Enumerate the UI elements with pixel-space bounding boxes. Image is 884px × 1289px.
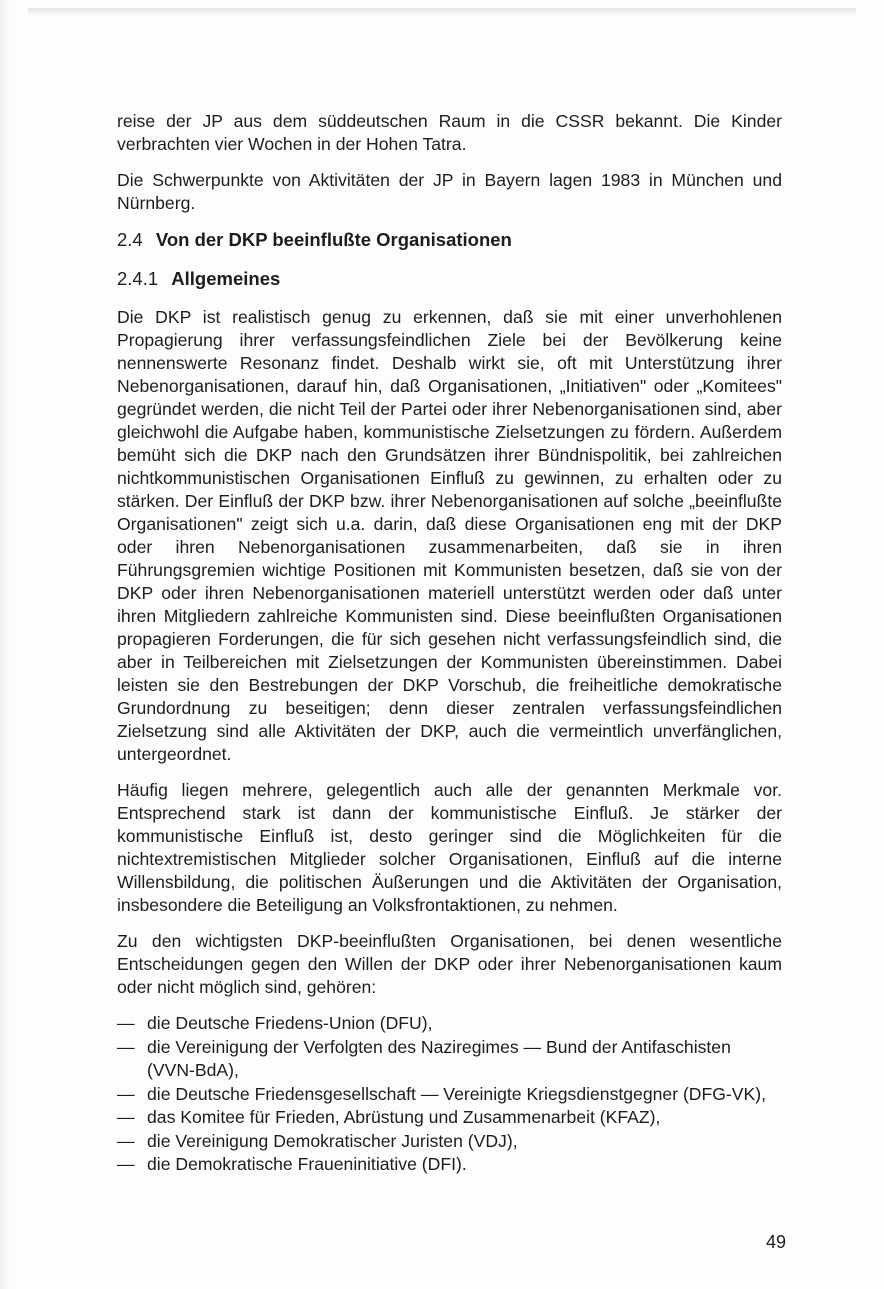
list-item [117, 1012, 782, 1036]
list-item-text: das Komitee für Frieden, Abrüstung und Zusammenarbeit (KFAZ), [147, 1107, 661, 1127]
list-item-text: die Deutsche Friedens-Union (DFU), [147, 1013, 433, 1033]
dash-bullet: — [117, 1036, 135, 1057]
dash-bullet: — [117, 1154, 135, 1174]
section-title: Von der DKP beeinflußte Organisationen [155, 229, 512, 250]
paragraph-intro-1: reise der JP aus dem süddeutschen Raum in die CSSR bekannt. Die Kinder verbrachten vier Wochen in der Hohen Tatra. [117, 111, 782, 154]
subsection-title: Allgemeines [171, 268, 281, 289]
paragraph-intro-2: Die Schwerpunkte von Aktivitäten der JP in Bayern lagen 1983 in München und Nürnberg. [117, 170, 782, 213]
list-item [117, 1106, 782, 1130]
subsection-heading [117, 267, 782, 291]
scan-top-edge [28, 8, 856, 16]
organisation-list [117, 1012, 782, 1177]
dash-bullet: — [117, 1130, 135, 1151]
dash-bullet: — [117, 1013, 135, 1033]
paragraph-body-2: Häufig liegen mehrere, gelegentlich auch alle der genannten Merkmale vor. Entsprechend stark ist dann der kommunistische Einfluß. Je stärker der kommunistische Einfluß ist, desto geringer sind die Möglichkeiten für die nichtextremistischen Mitglieder solcher Organisationen, Einfluß auf die interne Willensbildung, die politischen Äußerungen und die Aktivitäten der Organisation, insbesondere die Beteiligung an Volksfrontaktionen, zu nehmen. [117, 780, 782, 915]
list-item-text: die Deutsche Friedensgesellschaft — Vereinigte Kriegsdienstgegner (DFG-VK), [147, 1083, 767, 1104]
dash-bullet: — [117, 1107, 135, 1127]
page-content [117, 110, 782, 1177]
list-item [117, 1083, 782, 1107]
section-number: 2.4 [117, 229, 143, 250]
list-item-text: die Vereinigung der Verfolgten des Naziregimes — Bund der Antifaschisten (VVN-BdA), [147, 1036, 731, 1080]
list-item [117, 1130, 782, 1154]
list-item-text: die Demokratische Fraueninitiative (DFI). [147, 1154, 467, 1174]
scan-left-edge [0, 0, 10, 1289]
paragraph-body-1: Die DKP ist realistisch genug zu erkennen, daß sie mit einer unverhohlenen Propagierung ihrer verfassungsfeindlichen Ziele bei der Bevölkerung keine nennenswerte Resonanz findet. Deshalb wirkt sie, oft mit Unterstützung ihrer Nebenorganisationen, darauf hin, daß Organisationen, „Initiativen" oder „Komitees" gegründet werden, die nicht Teil der Partei oder ihrer Nebenorganisationen sind, aber gleichwohl die Aufgabe haben, kommunistische Zielsetzungen zu fördern. Außerdem bemüht sich die DKP nach den Grundsätzen ihrer Bündnispolitik, bei zahlreichen nichtkommunistischen Organisationen Einfluß zu gewinnen, zu erhalten oder zu stärken. Der Einfluß der DKP bzw. ihrer Nebenorganisationen auf solche „beeinflußte Organisationen" zeigt sich u.a. darin, daß diese Organisationen eng mit der DKP oder ihren Nebenorganisationen zusammenarbeiten, daß sie in ihren Führungsgremien wichtige Positionen mit Kommunisten besetzen, daß sie von der DKP oder ihren Nebenorganisationen materiell unterstützt werden oder daß unter ihren Mitgliedern zahlreiche Kommunisten sind. Diese beeinflußten Organisationen propagieren Forderungen, die für sich gesehen nicht verfassungsfeindlich sind, die aber in Teilbereichen mit Zielsetzungen der Kommunisten übereinstimmen. Dabei leisten sie den Bestrebungen der DKP Vorschub, die freiheitliche demokratische Grundordnung zu beseitigen; denn dieser zentralen verfassungsfeindlichen Zielsetzung sind alle Aktivitäten der DKP, auch die vermeintlich unverfänglichen, untergeordnet. [117, 307, 782, 764]
list-item-text: die Vereinigung Demokratischer Juristen (VDJ), [147, 1130, 518, 1151]
dash-bullet: — [117, 1083, 135, 1104]
list-item [117, 1153, 782, 1177]
section-heading [117, 228, 782, 252]
list-item [117, 1036, 782, 1083]
page-number: 49 [765, 1232, 786, 1252]
subsection-number: 2.4.1 [117, 268, 159, 289]
paragraph-body-3: Zu den wichtigsten DKP-beeinflußten Organisationen, bei denen wesentliche Entscheidungen gegen den Willen der DKP oder ihrer Nebenorganisationen kaum oder nicht möglich sind, gehören: [117, 931, 782, 997]
